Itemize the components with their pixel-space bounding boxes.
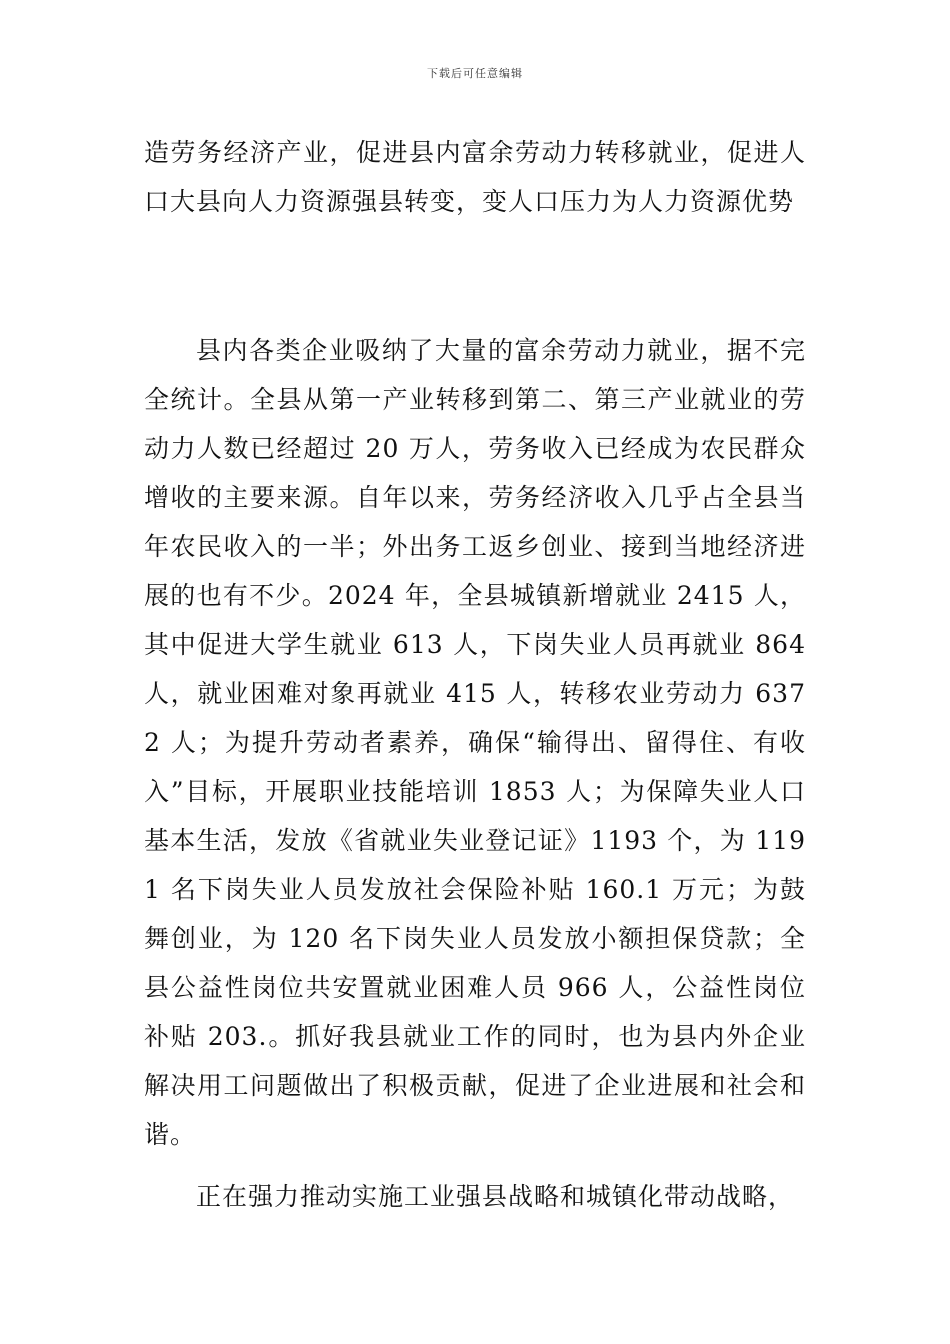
paragraph-3: 正在强力推动实施工业强县战略和城镇化带动战略， <box>196 1182 795 1211</box>
paragraph-1: 造劳务经济产业，促进县内富余劳动力转移就业，促进人口大县向人力资源强县转变，变人口压力为人力资源优势 <box>144 138 806 216</box>
page-header: 下载后可任意编辑 <box>427 67 523 80</box>
paragraph-2: 县内各类企业吸纳了大量的富余劳动力就业，据不完全统计。全县从第一产业转移到第二、第三产业就业的劳动力人数已经超过 20 万人，劳务收入已经成为农民群众增收的主要来源。自年以来，劳务经济收入几乎占全县当年农民收入的一半；外出务工返乡创业、接到当地经济进展的也有不少。2024 年，全县城镇新增就业 2415 人，其中促进大学生就业 613 人，下岗失业人员再就业 864 人，就业困难对象再就业 415 人，转移农业劳动力 6372 人；为提升劳动者素养，确保“输得出、留得住、有收入”目标，开展职业技能培训 1853 人；为保障失业人口基本生活，发放《省就业失业登记证》1193 个，为 1191 名下岗失业人员发放社会保险补贴 160.1 万元；为鼓舞创业，为 120 名下岗失业人员发放小额担保贷款；全县公益性岗位共安置就业困难人员 966 人，公益性岗位补贴 203.。抓好我县就业工作的同时，也为县内外企业解决用工问题做出了积极贡献，促进了企业进展和社会和谐。 <box>144 336 806 1149</box>
